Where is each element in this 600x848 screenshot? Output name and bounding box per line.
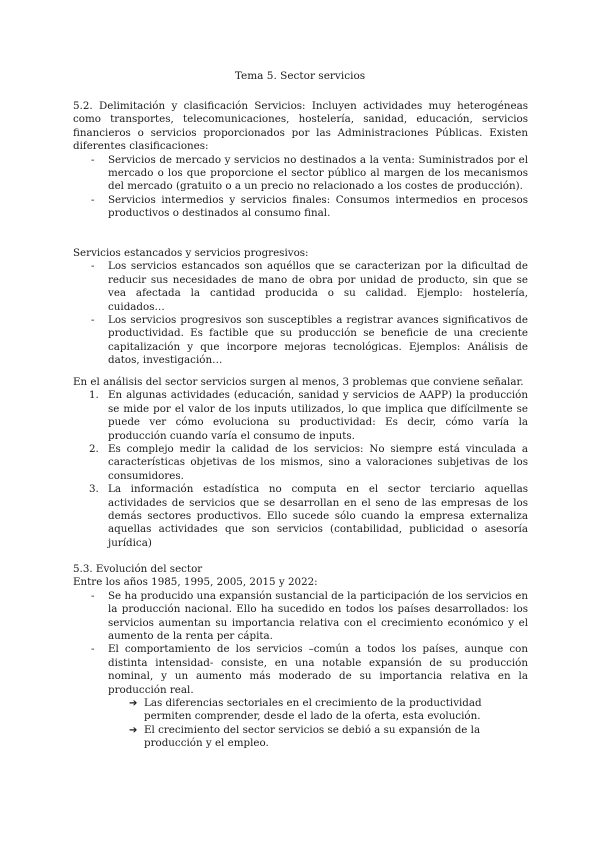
number-marker: 2.	[89, 443, 99, 456]
list-item	[73, 443, 528, 483]
dash-bullet: -	[91, 589, 95, 602]
dash-bullet: -	[91, 314, 95, 327]
dash-bullet: -	[91, 153, 95, 166]
evolucion-sublist	[73, 697, 528, 751]
estancados-heading: Servicios estancados y servicios progresivos:	[73, 247, 309, 259]
problemas-list	[73, 389, 528, 550]
list-item-text: El comportamiento de los servicios –común a todos los países, aunque con distinta intensidad- consiste, en una notable expansión de su producción nominal, y un aumento más moderado de su importancia relativa en la producción real.	[108, 643, 528, 696]
arrow-right-icon: ➔	[129, 724, 138, 736]
section-problemas	[73, 376, 528, 550]
list-item-text: Servicios de mercado y servicios no destinados a la venta: Suministrados por el mercado o los que proporcione el sector público al margen de los mecanismos del mercado (gratuito o a un precio no relacionado a los costes de producción).	[108, 153, 528, 193]
list-item	[73, 194, 528, 221]
dash-bullet: -	[91, 260, 95, 273]
list-item-text: Es complejo medir la calidad de los servicios: No siempre está vinculada a características objetivas de los mismos, sino a valoraciones subjetivas de los consumidores.	[108, 443, 528, 482]
list-item	[73, 590, 528, 644]
evolucion-list	[73, 590, 528, 697]
list-item	[73, 314, 528, 368]
estancados-list	[73, 260, 528, 367]
list-item	[73, 483, 528, 550]
section-estancados	[73, 247, 528, 368]
list-item-text: Los servicios estancados son aquéllos que se caracterizan por la dificultad de reducir sus necesidades de mano de obra por unidad de producto, sin que se vea afectada la cantidad producida o su calidad. Ejemplo: hostelería, cuidados…	[108, 260, 528, 313]
list-item-text: Se ha producido una expansión sustancial de la participación de los servicios en la producción nacional. Ello ha sucedido en todos los países desarrollados: los servicios aumentan su importancia relativa con el crecimiento económico y el aumento de la renta per cápita.	[108, 589, 528, 643]
number-marker: 1.	[89, 389, 99, 402]
list-item-text: Servicios intermedios y servicios finales: Consumos intermedios en procesos productivos o destinados al consumo final.	[108, 193, 528, 220]
list-item	[73, 389, 528, 443]
arrow-right-icon: ➔	[129, 698, 138, 710]
page-title: Tema 5. Sector servicios	[234, 70, 366, 82]
sub-list-item-text: El crecimiento del sector servicios se debió a su expansión de la producción y el empleo.	[144, 723, 481, 750]
section-5-3-subheading: Entre los años 1985, 1995, 2005, 2015 y 2022:	[73, 576, 318, 589]
section-5-2	[73, 100, 528, 221]
dash-bullet: -	[91, 193, 95, 206]
problemas-intro: En el análisis del sector servicios surgen al menos, 3 problemas que conviene señalar.	[73, 376, 524, 388]
section-5-2-intro: 5.2. Delimitación y clasificación Servicios: Incluyen actividades muy heterogéneas como transportes, telecomunicaciones, hostelería, sanidad, educación, servicios financieros o servicios proporcionados por las Administraciones Públicas. Existen diferentes clasificaciones:	[73, 100, 528, 153]
list-item	[73, 260, 528, 314]
dash-bullet: -	[91, 643, 95, 656]
list-item-text: En algunas actividades (educación, sanidad y servicios de AAPP) la producción se mide por el valor de los inputs utilizados, lo que implica que difícilmente se puede ver cómo evoluciona su productividad: Es decir, cómo varía la producción cuando varía el consumo de inputs.	[108, 389, 528, 442]
number-marker: 3.	[89, 483, 99, 496]
list-item	[73, 643, 528, 697]
sub-list-item-text: Las diferencias sectoriales en el crecimiento de la productividad permiten comprender, desde el lado de la oferta, esta evolución.	[144, 697, 482, 723]
list-item	[73, 154, 528, 194]
clasificaciones-list	[73, 154, 528, 221]
list-item-text: Los servicios progresivos son susceptibles a registrar avances significativos de productividad. Es factible que su producción se beneficie de una creciente capitalización y que incorpore mejoras tecnológicas. Ejemplos: Análisis de datos, investigación…	[108, 314, 528, 367]
section-5-3	[73, 563, 528, 751]
section-5-3-heading: 5.3. Evolución del sector	[73, 563, 203, 575]
sub-list-item	[73, 724, 528, 751]
sub-list-item	[73, 697, 528, 724]
list-item-text: La información estadística no computa en el sector terciario aquellas actividades de servicios que se desarrollan en el seno de las empresas de los demás sectores productivos. Ello sucede sólo cuando la empresa externaliza aquellas actividades que son servicios (contabilidad, publicidad o asesoría jurídica)	[108, 483, 528, 549]
